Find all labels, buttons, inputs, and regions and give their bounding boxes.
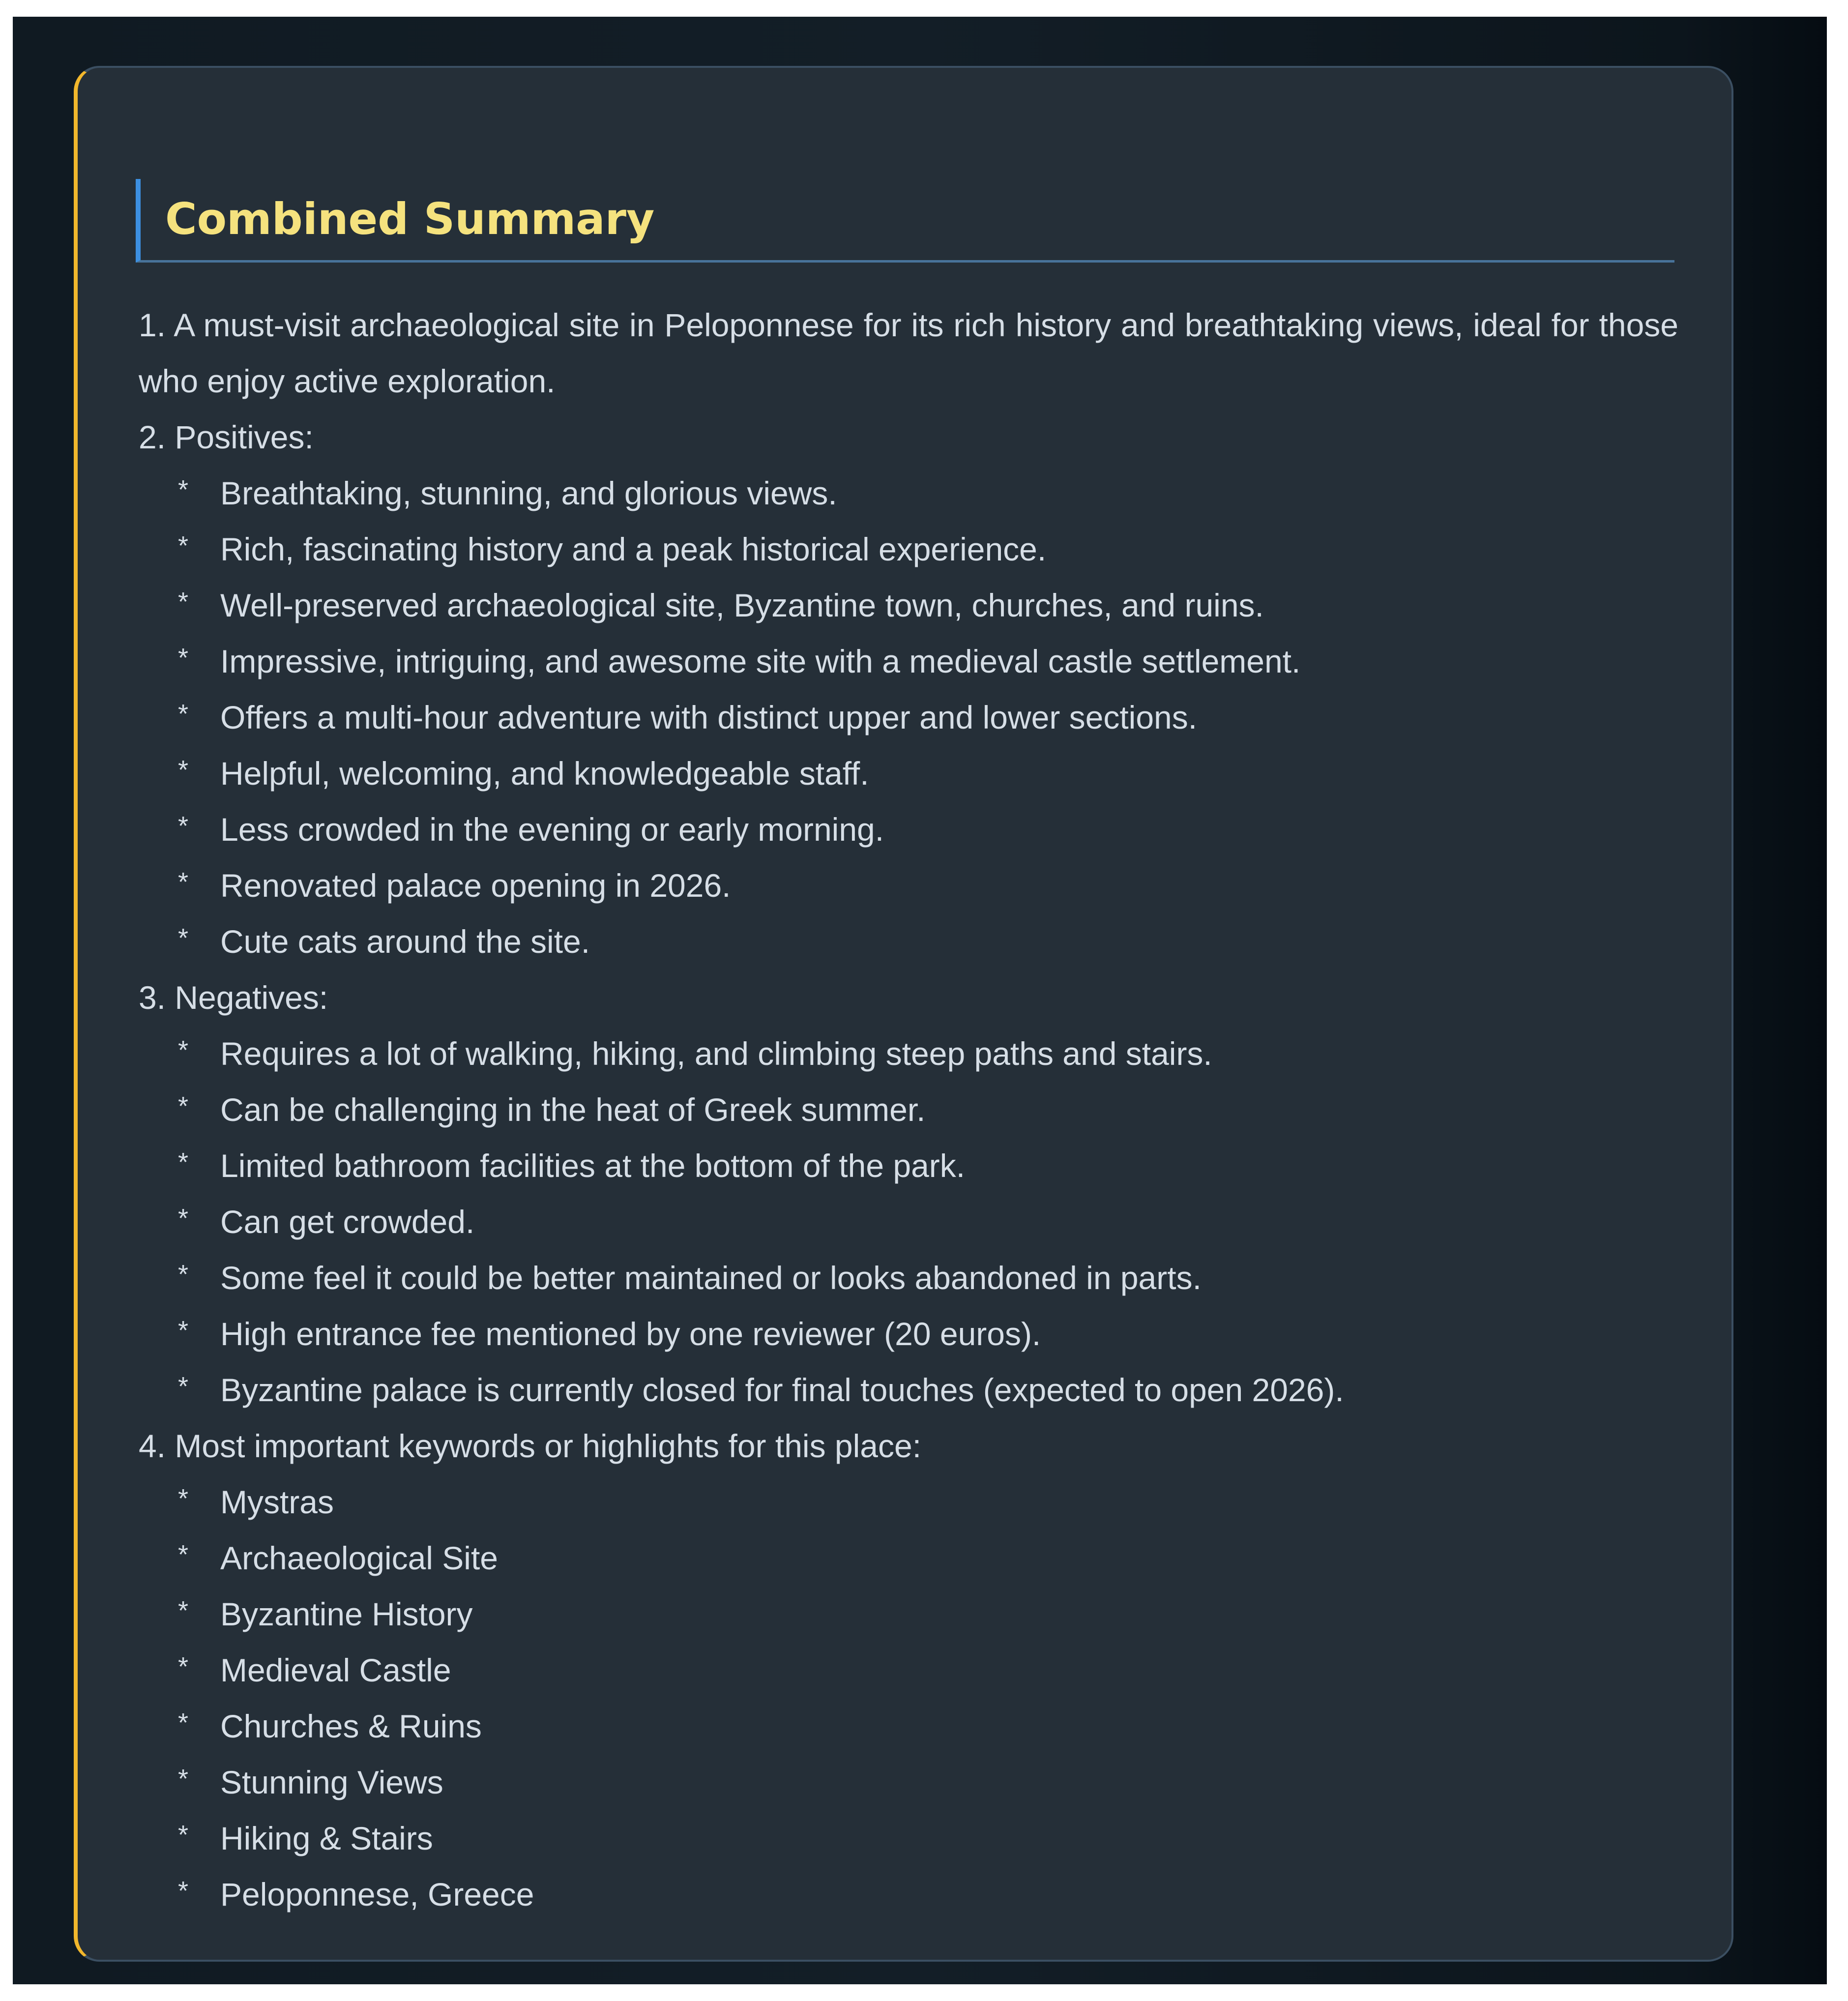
bullet-mark: * xyxy=(178,1148,189,1177)
list-item-text: Byzantine palace is currently closed for final touches (expected to open 2026). xyxy=(220,1372,1344,1408)
list-item-text: Helpful, welcoming, and knowledgeable staff. xyxy=(220,755,869,792)
list-item xyxy=(139,1754,1678,1810)
list-item xyxy=(139,1810,1678,1866)
list-item-text: Can be challenging in the heat of Greek summer. xyxy=(220,1091,926,1128)
bullet-mark: * xyxy=(178,867,189,897)
keywords-list xyxy=(139,1474,1678,1922)
list-item-text: Renovated palace opening in 2026. xyxy=(220,867,731,904)
list-item xyxy=(139,1138,1678,1194)
list-item-text: Mystras xyxy=(220,1484,334,1520)
positives-heading: 2. Positives: xyxy=(139,419,314,455)
list-item xyxy=(139,1642,1678,1698)
bullet-mark: * xyxy=(178,1708,189,1737)
list-item xyxy=(139,1362,1678,1418)
list-item xyxy=(139,689,1678,745)
bullet-mark: * xyxy=(178,1372,189,1401)
bullet-mark: * xyxy=(178,1540,189,1569)
bullet-mark: * xyxy=(178,923,189,953)
list-item-text: Peloponnese, Greece xyxy=(220,1876,534,1913)
app-background xyxy=(13,17,1827,1984)
bullet-mark: * xyxy=(178,811,189,841)
list-item-text: Can get crowded. xyxy=(220,1204,475,1240)
bullet-mark: * xyxy=(178,755,189,785)
bullet-mark: * xyxy=(178,699,189,729)
summary-intro: 1. A must-visit archaeological site in Peloponnese for its rich history and breathtaking views, ideal for those who enjoy active exploration. xyxy=(139,307,1678,399)
list-item xyxy=(139,857,1678,913)
bullet-mark: * xyxy=(178,1876,189,1906)
list-item xyxy=(139,1026,1678,1082)
summary-title: Combined Summary xyxy=(165,194,655,244)
list-item-text: Rich, fascinating history and a peak historical experience. xyxy=(220,531,1047,567)
list-item xyxy=(139,577,1678,633)
list-item xyxy=(139,465,1678,521)
bullet-mark: * xyxy=(178,1652,189,1681)
list-item xyxy=(139,1306,1678,1362)
list-item xyxy=(139,1586,1678,1642)
bullet-mark: * xyxy=(178,531,189,560)
list-item xyxy=(139,1866,1678,1922)
list-item xyxy=(139,1698,1678,1754)
summary-header xyxy=(136,179,1674,263)
list-item xyxy=(139,801,1678,857)
keywords-heading: 4. Most important keywords or highlights for this place: xyxy=(139,1428,922,1464)
bullet-mark: * xyxy=(178,1764,189,1794)
list-item xyxy=(139,1194,1678,1250)
list-item xyxy=(139,1474,1678,1530)
bullet-mark: * xyxy=(178,1260,189,1289)
bullet-mark: * xyxy=(178,1820,189,1850)
bullet-mark: * xyxy=(178,1484,189,1513)
negatives-list xyxy=(139,1026,1678,1418)
bullet-mark: * xyxy=(178,475,189,504)
bullet-mark: * xyxy=(178,587,189,617)
list-item-text: Stunning Views xyxy=(220,1764,443,1800)
list-item xyxy=(139,1082,1678,1138)
list-item-text: Cute cats around the site. xyxy=(220,923,590,960)
list-item-text: Archaeological Site xyxy=(220,1540,498,1576)
summary-card xyxy=(74,66,1733,1962)
list-item xyxy=(139,913,1678,970)
list-item-text: Limited bathroom facilities at the bottom of the park. xyxy=(220,1148,966,1184)
list-item xyxy=(139,521,1678,577)
negatives-heading: 3. Negatives: xyxy=(139,979,328,1016)
list-item-text: High entrance fee mentioned by one reviewer (20 euros). xyxy=(220,1316,1041,1352)
bullet-mark: * xyxy=(178,1204,189,1233)
bullet-mark: * xyxy=(178,1316,189,1345)
list-item-text: Hiking & Stairs xyxy=(220,1820,433,1856)
bullet-mark: * xyxy=(178,1596,189,1625)
list-item-text: Churches & Ruins xyxy=(220,1708,482,1744)
list-item xyxy=(139,1250,1678,1306)
positives-list xyxy=(139,465,1678,970)
list-item-text: Offers a multi-hour adventure with distinct upper and lower sections. xyxy=(220,699,1198,736)
list-item-text: Breathtaking, stunning, and glorious views. xyxy=(220,475,837,511)
summary-body xyxy=(139,297,1678,1922)
list-item-text: Some feel it could be better maintained or looks abandoned in parts. xyxy=(220,1260,1202,1296)
list-item-text: Impressive, intriguing, and awesome site with a medieval castle settlement. xyxy=(220,643,1301,679)
list-item-text: Byzantine History xyxy=(220,1596,473,1632)
list-item-text: Medieval Castle xyxy=(220,1652,451,1688)
list-item xyxy=(139,1530,1678,1586)
list-item-text: Less crowded in the evening or early morning. xyxy=(220,811,884,848)
list-item xyxy=(139,745,1678,801)
bullet-mark: * xyxy=(178,643,189,673)
list-item xyxy=(139,633,1678,689)
list-item-text: Well-preserved archaeological site, Byzantine town, churches, and ruins. xyxy=(220,587,1264,623)
list-item-text: Requires a lot of walking, hiking, and climbing steep paths and stairs. xyxy=(220,1035,1212,1072)
bullet-mark: * xyxy=(178,1035,189,1065)
bullet-mark: * xyxy=(178,1091,189,1121)
